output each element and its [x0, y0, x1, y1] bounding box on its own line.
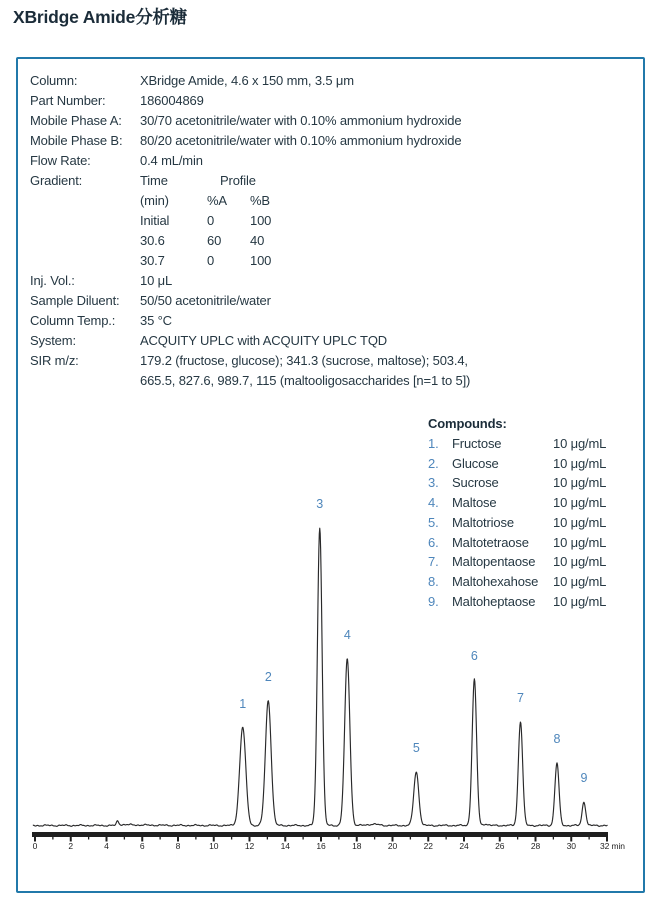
- spec-value: 80/20 acetonitrile/water with 0.10% ammonium hydroxide: [140, 133, 462, 148]
- gradient-row: [30, 191, 470, 211]
- compound-item: [428, 513, 606, 533]
- compound-item: [428, 572, 606, 592]
- gradient-col-profile: Profile: [220, 173, 256, 188]
- page-title: XBridge Amide分析糖: [13, 7, 188, 27]
- compound-number: 4.: [428, 495, 439, 510]
- gradient-percent-a: 0: [207, 253, 215, 268]
- x-tick-label: 4: [104, 840, 109, 851]
- gradient-percent-b: 100: [250, 213, 272, 228]
- spec-label: Column Temp.:: [30, 313, 116, 328]
- peak-label-5: 5: [412, 741, 420, 756]
- gradient-col-time: Time: [140, 173, 168, 188]
- spacer: [30, 231, 140, 251]
- compound-name: Maltose: [452, 495, 497, 510]
- gradient-percent-b: %B: [250, 193, 270, 208]
- x-tick-label: 28: [530, 840, 541, 851]
- compound-concentration: 10 μg/mL: [553, 435, 607, 451]
- compound-item: [428, 473, 606, 493]
- spec-row: [30, 151, 470, 171]
- spec-row: [30, 131, 470, 151]
- spec-value: XBridge Amide, 4.6 x 150 mm, 3.5 μm: [140, 73, 354, 88]
- sir-line-1: 179.2 (fructose, glucose); 341.3 (sucrose, maltose); 503.4,: [140, 353, 468, 368]
- peak-label-6: 6: [470, 648, 478, 663]
- x-tick-label: 22: [423, 840, 433, 851]
- gradient-time: 30.7: [140, 253, 165, 268]
- spec-value: 35 °C: [140, 313, 172, 328]
- x-tick-label: 2: [68, 840, 74, 851]
- spec-row: [30, 91, 470, 111]
- peak-label-8: 8: [553, 732, 561, 747]
- spec-row: [30, 311, 470, 331]
- spacer: [30, 211, 140, 231]
- sir-value: [140, 351, 470, 391]
- spec-value: 10 μL: [140, 273, 173, 288]
- compound-number: 5.: [428, 514, 439, 530]
- peak-label-2: 2: [264, 669, 272, 684]
- compound-number: 1.: [428, 435, 439, 451]
- compound-concentration: 10 μg/mL: [553, 554, 607, 570]
- gradient-row: [30, 251, 470, 271]
- compound-concentration: 10 μg/mL: [553, 593, 607, 609]
- gradient-percent-b: 100: [250, 253, 272, 268]
- x-tick-label: 18: [352, 840, 362, 851]
- spec-row: [30, 271, 470, 291]
- peak-label-9: 9: [580, 771, 588, 786]
- compounds-header: Compounds:: [428, 416, 507, 431]
- peak-label-3: 3: [316, 497, 324, 511]
- compounds-legend: [428, 414, 606, 612]
- spec-row: [30, 111, 470, 131]
- compound-number: 7.: [428, 554, 439, 570]
- spec-label: System:: [30, 333, 76, 348]
- compound-item: [428, 454, 606, 474]
- gradient-percent-a: 60: [207, 233, 222, 248]
- x-tick-label: 30: [566, 840, 576, 851]
- spec-label: Sample Diluent:: [30, 293, 120, 308]
- spec-row: [30, 71, 470, 91]
- compound-name: Maltotriose: [452, 514, 514, 530]
- compound-number: 8.: [428, 574, 439, 589]
- compound-name: Glucose: [452, 455, 499, 471]
- spec-row: [30, 291, 470, 311]
- spec-row: [30, 331, 470, 351]
- spec-value: 50/50 acetonitrile/water: [140, 293, 271, 308]
- sir-line-2: 665.5, 827.6, 989.7, 115 (maltooligosaccharides [n=1 to 5]): [140, 373, 471, 388]
- x-tick-label: 24: [459, 840, 469, 851]
- spec-value: 0.4 mL/min: [140, 153, 203, 168]
- compound-concentration: 10 μg/mL: [553, 475, 607, 491]
- spec-label: SIR m/z:: [30, 353, 79, 368]
- compound-item: [428, 434, 606, 454]
- spec-label: Flow Rate:: [30, 153, 91, 168]
- x-tick-label: 6: [139, 840, 145, 851]
- gradient-time: Initial: [140, 213, 170, 228]
- compound-name: Sucrose: [452, 475, 499, 491]
- x-tick-label: 14: [280, 840, 290, 851]
- spacer: [30, 251, 140, 271]
- compound-item: [428, 493, 606, 513]
- compound-item: [428, 533, 606, 553]
- gradient-time: 30.6: [140, 233, 165, 248]
- compound-name: Maltoheptaose: [452, 593, 536, 609]
- spec-value: ACQUITY UPLC with ACQUITY UPLC TQD: [140, 333, 388, 348]
- x-tick-label: 0: [32, 840, 38, 851]
- gradient-time: (min): [140, 193, 169, 208]
- gradient-percent-a: %A: [207, 193, 227, 208]
- compound-concentration: 10 μg/mL: [553, 495, 607, 510]
- compound-name: Maltotetraose: [452, 534, 529, 550]
- x-tick-label: 12: [244, 840, 255, 851]
- gradient-row: [30, 211, 470, 231]
- spec-label: Column:: [30, 73, 78, 88]
- compound-item: [428, 592, 606, 612]
- spec-value: 186004869: [140, 93, 204, 108]
- compound-concentration: 10 μg/mL: [553, 514, 607, 530]
- gradient-header-row: [30, 171, 470, 191]
- compound-item: [428, 552, 606, 572]
- compound-number: 3.: [428, 475, 439, 491]
- compound-number: 6.: [428, 534, 439, 550]
- x-tick-label: 20: [387, 840, 398, 851]
- x-tick-label: 32 min: [600, 840, 625, 851]
- compound-concentration: 10 μg/mL: [553, 455, 607, 471]
- spec-label: Inj. Vol.:: [30, 273, 75, 288]
- spacer: [30, 191, 140, 211]
- peak-label-1: 1: [239, 696, 247, 711]
- spec-value: 30/70 acetonitrile/water with 0.10% ammonium hydroxide: [140, 113, 462, 128]
- gradient-percent-a: 0: [207, 213, 215, 228]
- x-tick-label: 10: [209, 840, 219, 851]
- compound-name: Maltohexahose: [452, 574, 539, 589]
- gradient-row: [30, 231, 470, 251]
- peak-label-4: 4: [343, 628, 351, 643]
- spec-row-sir: [30, 351, 470, 391]
- compound-name: Maltopentaose: [452, 554, 536, 570]
- spec-label: Part Number:: [30, 93, 106, 108]
- x-tick-label: 8: [175, 840, 181, 851]
- method-conditions: [30, 71, 470, 391]
- compound-number: 2.: [428, 455, 439, 471]
- compound-name: Fructose: [452, 435, 502, 451]
- compound-number: 9.: [428, 593, 439, 609]
- method-panel: [16, 57, 645, 893]
- compound-concentration: 10 μg/mL: [553, 574, 607, 589]
- gradient-percent-b: 40: [250, 233, 265, 248]
- x-tick-label: 26: [495, 840, 505, 851]
- spec-label: Gradient:: [30, 173, 83, 188]
- peak-label-7: 7: [517, 690, 524, 705]
- spec-label: Mobile Phase B:: [30, 133, 123, 148]
- spec-label: Mobile Phase A:: [30, 113, 122, 128]
- compound-concentration: 10 μg/mL: [553, 534, 607, 550]
- x-tick-label: 16: [316, 840, 326, 851]
